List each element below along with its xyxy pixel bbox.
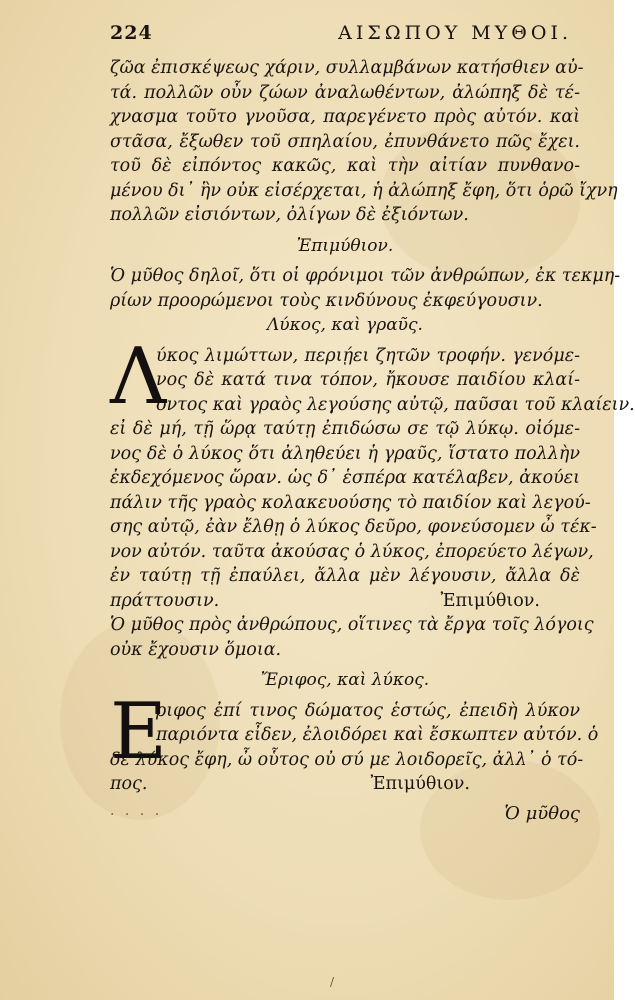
text-line-end: πράττουσιν. <box>110 590 220 611</box>
drop-capital: Ε <box>110 686 167 777</box>
text-line: εἰ δὲ μή, τῇ ὥρᾳ ταύτῃ ἐπιδώσω σε τῷ λύκῳ. οἰόμε- <box>110 419 580 439</box>
text-line: νος δὲ κατά τινα τόπον, ἤκουσε παιδίου κλαί- <box>156 370 580 390</box>
moral-heading: Ἐπιμύθιον. <box>296 235 394 256</box>
moral-heading: Ἐπιμύθιον. <box>370 774 470 794</box>
drop-capital: Λ <box>110 331 167 422</box>
text-line-end: πος. <box>110 774 148 794</box>
page-number: 224 <box>110 22 153 44</box>
fable-1-moral <box>110 264 621 313</box>
moral-heading: Ἐπιμύθιον. <box>440 590 540 611</box>
text-line: τά. πολλῶν οὖν ζώων ἀναλωθέντων, ἀλώπηξ δὲ τέ- <box>110 82 580 103</box>
text-line-with-moral-heading <box>110 772 580 797</box>
text-line: ριφος ἐπί τινος δώματος ἑστώς, ἐπειδὴ λύκον <box>156 700 580 721</box>
text-line-with-moral-heading <box>110 589 580 614</box>
text-line: μένου δι᾽ ἣν οὐκ εἰσέρχεται, ἡ ἀλώπηξ ἔφη, ὅτι ὁρῶ ἴχνη <box>110 180 618 201</box>
text-line: χνασμα τοῦτο γνοῦσα, παρεγένετο πρὸς αὐτόν. καὶ <box>110 107 580 127</box>
fable-3-body <box>110 686 599 797</box>
moral-line: οὐκ ἔχουσιν ὅμοια. <box>110 639 282 660</box>
moral-line: Ὁ μῦθος δηλοῖ, ὅτι οἱ φρόνιμοι τῶν ἀνθρώπων, ἐκ τεκμη- <box>110 266 621 286</box>
signature-mark: / <box>330 975 335 989</box>
text-line: στᾶσα, ἔξωθεν τοῦ σπηλαίου, ἐπυνθάνετο πῶς ἔχει. <box>110 131 580 152</box>
fable-1-body <box>110 56 618 228</box>
page-header <box>110 22 580 56</box>
text-line: πολλῶν εἰσιόντων, ὀλίγων δὲ ἐξιόντων. <box>110 205 469 225</box>
text-line: νον αὐτόν. ταῦτα ἀκούσας ὁ λύκος, ἐπορεύετο λέγων, <box>110 541 594 562</box>
fable-title: Ἔριφος, καὶ λύκος. <box>260 670 430 690</box>
text-line: παριόντα εἶδεν, ἐλοιδόρει καὶ ἔσκωπτεν αὐτόν. ὁ <box>156 725 599 745</box>
text-line: ύκος λιμώττων, περιῄει ζητῶν τροφήν. γενόμε- <box>156 345 580 366</box>
text-line: ἐκδεχόμενος ὥραν. ὡς δ᾽ ἑσπέρα κατέλαβεν, ἀκούει <box>110 468 580 488</box>
moral-line: ρίων προορώμενοι τοὺς κινδύνους ἐκφεύγουσιν. <box>110 290 543 311</box>
text-line: τοῦ δὲ εἰπόντος κακῶς, καὶ τὴν αἰτίαν πυνθανο- <box>110 156 580 176</box>
fable-title: Λύκος, καὶ γραῦς. <box>267 315 423 335</box>
page-footer <box>110 803 580 833</box>
moral-line: Ὁ μῦθος πρὸς ἀνθρώπους, οἵτινες τὰ ἔργα τοῖς λόγοις <box>110 615 594 635</box>
fable-2-body <box>110 331 635 614</box>
text-line: οντος καὶ γραὸς λεγούσης αὐτῷ, παῦσαι τοῦ κλαίειν. <box>156 394 635 415</box>
page-text-block <box>110 22 635 833</box>
text-line: πάλιν τῆς γραὸς κολακευούσης τὸ παιδίον καὶ λεγού- <box>110 492 591 513</box>
running-title: ΑΙΣΩΠΟΥ ΜΥΘΟΙ. <box>338 22 572 44</box>
text-line: ἐν ταύτῃ τῇ ἐπαύλει, ἄλλα μὲν λέγουσιν, ἄλλα δὲ <box>110 566 580 586</box>
text-line: νος δὲ ὁ λύκος ὅτι ἀληθεύει ἡ γραῦς, ἵστατο πολλὴν <box>110 443 580 464</box>
ornament-dots: · · · · <box>110 806 163 823</box>
catchword: Ὁ μῦθος <box>504 802 580 824</box>
text-line: σης αὐτῷ, ἐὰν ἔλθῃ ὁ λύκος δεῦρο, φονεύσομεν ὦ τέκ- <box>110 517 597 537</box>
text-line: δὲ λύκος ἔφη, ὦ οὗτος οὐ σύ με λοιδορεῖς, ἀλλ᾽ ὁ τό- <box>110 749 584 770</box>
text-line: ζῶα ἐπισκέψεως χάριν, συλλαμβάνων κατήσθιεν αὐ- <box>110 58 584 78</box>
fable-2-moral <box>110 613 594 662</box>
